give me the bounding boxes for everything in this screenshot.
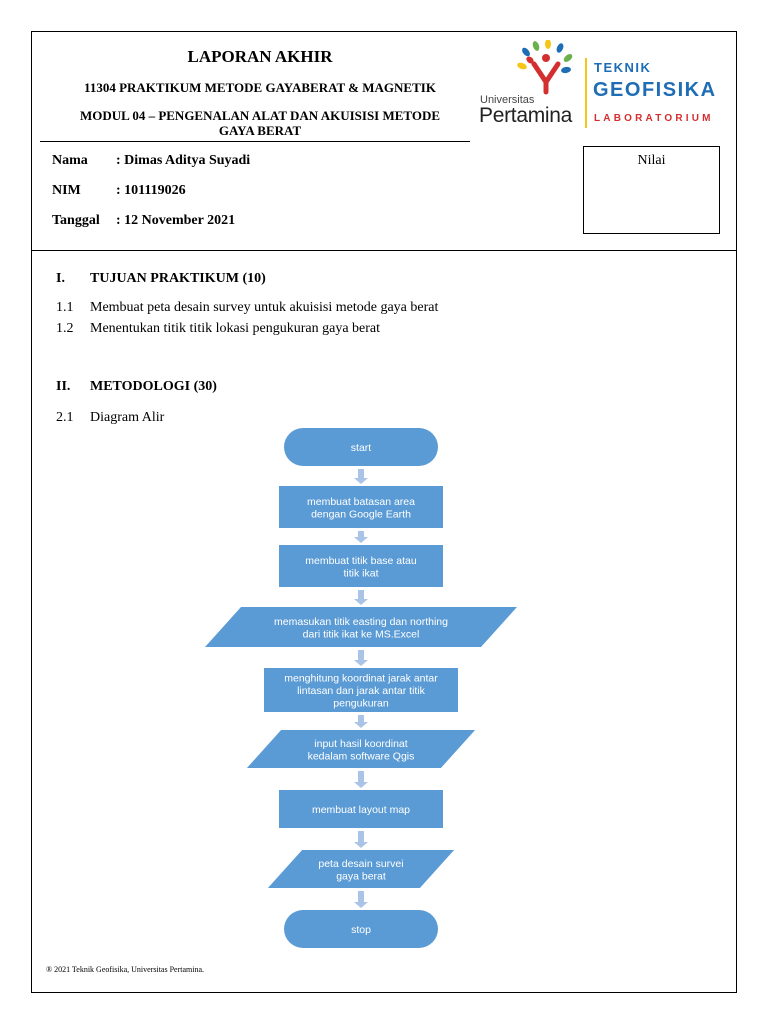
report-title: LAPORAN AKHIR	[187, 47, 333, 66]
flowchart-node-5-label: menghitung koordinat jarak antar	[284, 672, 438, 685]
course-title: 11304 PRAKTIKUM METODE GAYABERAT & MAGNETIK	[84, 80, 436, 95]
flowchart-arrow-down-icon	[354, 715, 368, 728]
logo-teknik-text: TEKNIK	[594, 60, 652, 75]
logo-geofisika-text: GEOFISIKA	[593, 79, 717, 101]
flowchart-node-4-label: memasukan titik easting dan northing	[274, 615, 448, 628]
logo-pertamina-text: Pertamina	[479, 104, 573, 127]
flowchart-node-3-label: membuat titik base atau	[305, 554, 417, 567]
flowchart-node-2-label: dengan Google Earth	[311, 508, 411, 521]
footer	[46, 965, 204, 974]
nim-value: : 101119026	[116, 183, 186, 198]
logo-laboratorium-text: LABORATORIUM	[594, 113, 714, 124]
tanggal-label: Tanggal	[52, 213, 100, 228]
flowchart-node-8-label: gaya berat	[336, 870, 386, 883]
section2-sub-title: Diagram Alir	[90, 410, 165, 425]
module-title-line2: GAYA BERAT	[218, 123, 302, 138]
flowchart-node-2-label: membuat batasan area	[307, 495, 415, 508]
flowchart-arrow-down-icon	[354, 531, 368, 543]
flowchart-node-3-label: titik ikat	[343, 567, 379, 580]
logo-universitas-text: Universitas	[480, 94, 535, 106]
section1-item-2-number: 1.2	[56, 321, 74, 336]
footer-registered-icon: ®	[46, 965, 53, 974]
nama-label: Nama	[52, 153, 88, 168]
flowchart-node-6-label: input hasil koordinat	[314, 737, 408, 750]
flowchart-node-5-label: pengukuran	[333, 697, 389, 710]
section1-item-2-text: Menentukan titik titik lokasi pengukuran gaya berat	[90, 321, 381, 336]
nim-label: NIM	[52, 183, 81, 198]
section1-item-1-text: Membuat peta desain survey untuk akuisisi metode gaya berat	[90, 300, 439, 315]
flowchart-arrow-down-icon	[354, 771, 368, 788]
section2-title: METODOLOGI (30)	[90, 379, 217, 394]
section1-title: TUJUAN PRAKTIKUM (10)	[90, 271, 266, 286]
flowchart-arrow-down-icon	[354, 891, 368, 908]
flowchart-node-9-label: stop	[351, 924, 371, 936]
section2-sub-number: 2.1	[56, 410, 74, 425]
section1-item-1-number: 1.1	[56, 300, 74, 315]
flowchart-node-5-label: lintasan dan jarak antar titik	[297, 685, 425, 697]
flowchart-node-7-label: membuat layout map	[311, 804, 411, 816]
section1-number: I.	[56, 271, 65, 286]
flowchart-arrow-down-icon	[354, 831, 368, 848]
section2-number: II.	[56, 379, 71, 394]
module-title-line1: MODUL 04 – PENGENALAN ALAT DAN AKUISISI METODE	[79, 108, 441, 123]
flowchart-arrow-down-icon	[354, 469, 368, 484]
nama-value: : Dimas Aditya Suyadi	[116, 153, 251, 168]
nilai-label: Nilai	[637, 153, 666, 168]
flowchart-node-8-label: peta desain survei	[318, 857, 404, 870]
flowchart-node-6-label: kedalam software Qgis	[307, 750, 415, 763]
footer-text: 2021 Teknik Geofisika, Universitas Pertamina.	[54, 965, 205, 974]
flowchart-node-4-label: dari titik ikat ke MS.Excel	[302, 628, 420, 641]
flowchart-arrow-down-icon	[354, 590, 368, 605]
tanggal-value: : 12 November 2021	[116, 213, 236, 228]
flowchart-node-1-label: start	[350, 442, 372, 454]
flowchart-arrow-down-icon	[354, 650, 368, 666]
